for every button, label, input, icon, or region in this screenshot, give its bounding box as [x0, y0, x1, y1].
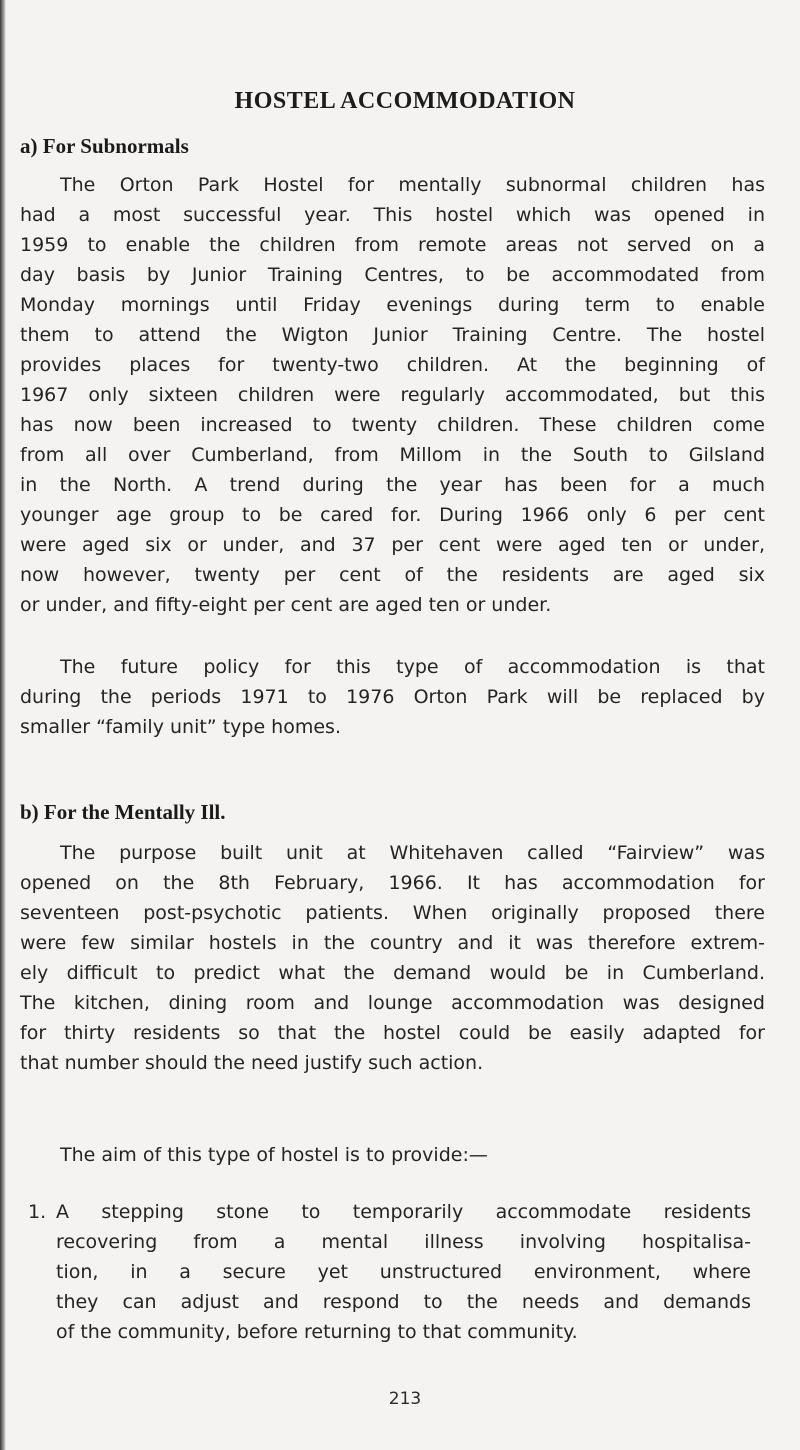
text-line: 1967 only sixteen children were regularly accommodated, but this	[20, 384, 765, 406]
list-item-number: 1.	[28, 1201, 47, 1223]
text-line: The Orton Park Hostel for mentally subnormal children has	[60, 174, 765, 196]
text-line: they can adjust and respond to the needs and demands	[56, 1291, 751, 1313]
section-b-paragraph-1	[20, 838, 765, 1078]
text-line: of the community, before returning to that community.	[56, 1321, 578, 1343]
text-line: seventeen post-psychotic patients. When originally proposed there	[20, 902, 765, 924]
text-line: The kitchen, dining room and lounge accommodation was designed	[20, 992, 765, 1014]
page-number: 213	[388, 1389, 422, 1409]
page-title: HOSTEL ACCOMMODATION	[234, 88, 576, 114]
text-line: were aged six or under, and 37 per cent were aged ten or under,	[20, 534, 765, 556]
text-line: that number should the need justify such action.	[20, 1052, 484, 1074]
text-line: The aim of this type of hostel is to provide:—	[60, 1144, 488, 1166]
section-a-heading: a) For Subnormals	[20, 134, 189, 158]
text-line: provides places for twenty-two children. At the beginning of	[20, 354, 765, 376]
text-line: Monday mornings until Friday evenings during term to enable	[20, 294, 765, 316]
page-binding-edge	[0, 0, 6, 1450]
text-line: now however, twenty per cent of the residents are aged six	[20, 564, 765, 586]
text-line: smaller “family unit” type homes.	[20, 716, 341, 738]
text-line: 1959 to enable the children from remote areas not served on a	[20, 234, 765, 256]
section-a-paragraph-1	[20, 170, 765, 620]
text-line: younger age group to be cared for. During 1966 only 6 per cent	[20, 504, 765, 526]
section-b-heading: b) For the Mentally Ill.	[20, 800, 226, 824]
text-line: from all over Cumberland, from Millom in the South to Gilsland	[20, 444, 765, 466]
text-line: or under, and fifty-eight per cent are aged ten or under.	[20, 594, 552, 616]
text-line: opened on the 8th February, 1966. It has accommodation for	[20, 872, 765, 894]
text-line: A stepping stone to temporarily accommodate residents	[56, 1201, 751, 1223]
section-a-paragraph-2	[20, 652, 765, 742]
list-item	[28, 1197, 753, 1347]
text-line: them to attend the Wigton Junior Training Centre. The hostel	[20, 324, 765, 346]
list-item-body	[56, 1197, 751, 1347]
text-line: day basis by Junior Training Centres, to be accommodated from	[20, 264, 765, 286]
text-line: in the North. A trend during the year has been for a much	[20, 474, 765, 496]
text-line: The future policy for this type of accommodation is that	[60, 656, 765, 678]
text-line: recovering from a mental illness involving hospitalisa-	[56, 1231, 751, 1253]
document-page	[20, 0, 790, 1450]
text-line: ely difficult to predict what the demand would be in Cumberland.	[20, 962, 765, 984]
text-line: has now been increased to twenty children. These children come	[20, 414, 765, 436]
text-line: for thirty residents so that the hostel could be easily adapted for	[20, 1022, 765, 1044]
text-line: had a most successful year. This hostel which was opened in	[20, 204, 765, 226]
text-line: The purpose built unit at Whitehaven called “Fairview” was	[60, 842, 765, 864]
text-line: during the periods 1971 to 1976 Orton Park will be replaced by	[20, 686, 765, 708]
text-line: were few similar hostels in the country and it was therefore extrem-	[20, 932, 765, 954]
section-b-paragraph-2	[20, 1140, 765, 1170]
text-line: tion, in a secure yet unstructured environment, where	[56, 1261, 751, 1283]
